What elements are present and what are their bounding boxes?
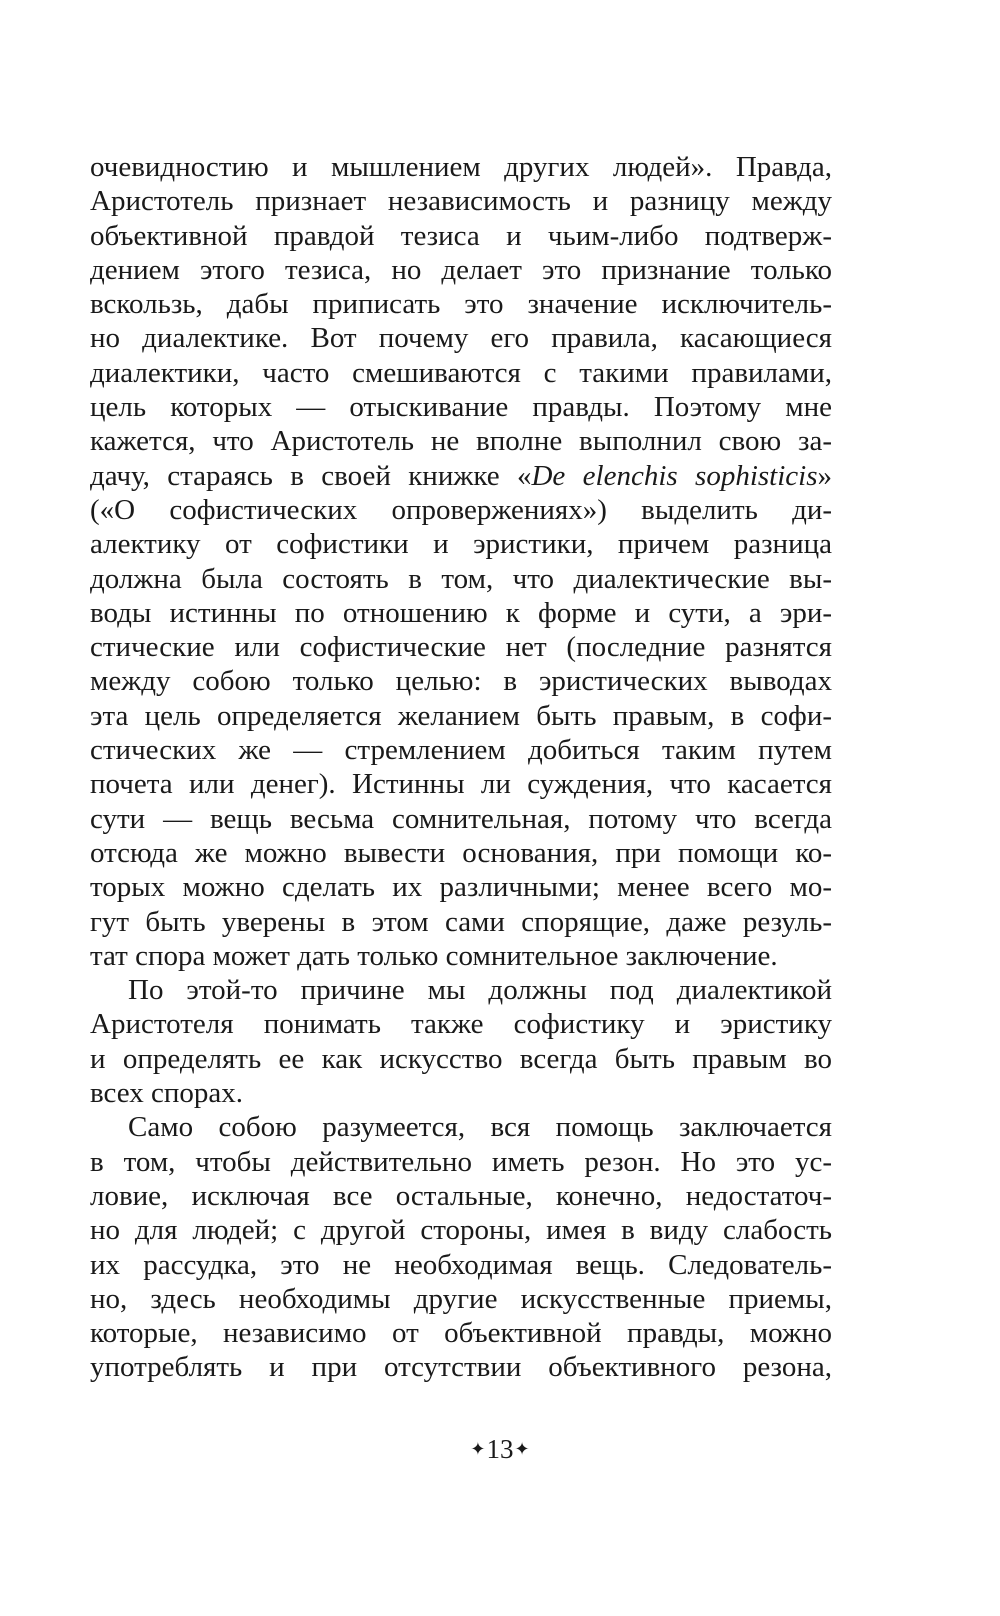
text-line: употреблять и при отсутствии объективного резона, [90, 1351, 832, 1384]
text-line: цель которых — отыскивание правды. Поэтому мне [90, 391, 832, 424]
book-title-italic: De elenchis sophisticis [531, 459, 818, 492]
text-line: гут быть уверены в этом сами спорящие, даже резуль- [90, 905, 832, 938]
text-line: всех спорах. [90, 1077, 244, 1110]
text-line-pre: дачу, стараясь в своей книжке « [90, 459, 532, 492]
text-line: эта цель определяется желанием быть правым, в софи- [90, 699, 832, 732]
text-line: По этой-то причине мы должны под диалектикой [128, 974, 832, 1007]
text-line: но, здесь необходимы другие искусственные приемы, [90, 1282, 832, 1315]
text-line: дением этого тезиса, но делает это признание только [90, 253, 832, 286]
text-line: стических же — стремлением добиться таким путем [90, 734, 832, 767]
text-line: их рассудка, это не необходимая вещь. Следователь- [90, 1248, 832, 1281]
text-line: Само собою разумеется, вся помощь заключается [128, 1111, 832, 1144]
text-line: в том, чтобы действительно иметь резон. Но это ус- [90, 1145, 832, 1178]
ornament-right-icon: ✦ [514, 1439, 530, 1459]
text-line: очевидностию и мышлением других людей». Правда, [90, 151, 832, 183]
text-line: диалектики, часто смешиваются с такими правилами, [90, 356, 832, 389]
text-line: стические или софистические нет (последние разнятся [90, 631, 832, 664]
text-line: между собою только целью: в эристических выводах [90, 665, 832, 698]
text-line: почета или денег). Истинны ли суждения, что касается [90, 768, 832, 801]
text-line: и определять ее как искусство всегда быть правым во [90, 1042, 832, 1075]
text-line: но для людей; с другой стороны, имея в виду слабость [90, 1214, 832, 1247]
text-line [90, 459, 832, 493]
page-number [0, 1432, 1000, 1466]
text-line: сути — вещь весьма сомнительная, потому что всегда [90, 802, 832, 835]
text-line: ловие, исключая все остальные, конечно, недостаточ- [90, 1179, 832, 1212]
text-line: («О софистических опровержениях») выделить ди- [90, 493, 832, 526]
text-line: объективной правдой тезиса и чьим-либо подтверж- [90, 219, 832, 252]
text-line: торых можно сделать их различными; менее всего мо- [90, 871, 832, 904]
text-line: но диалектике. Вот почему его правила, касающиеся [90, 322, 832, 355]
text-line: кажется, что Аристотель не вполне выполнил свою за- [90, 425, 832, 458]
text-line: Аристотеля понимать также софистику и эристику [90, 1008, 832, 1041]
text-line-post: » [817, 459, 832, 492]
text-line: тат спора может дать только сомнительное заключение. [90, 939, 778, 972]
text-line: отсюда же можно вывести основания, при помощи ко- [90, 836, 832, 869]
ornament-left-icon: ✦ [470, 1439, 486, 1459]
text-line: которые, независимо от объективной правды, можно [90, 1317, 832, 1350]
text-line: воды истинны по отношению к форме и сути, а эри- [90, 596, 832, 629]
text-line: Аристотель признает независимость и разницу между [90, 185, 832, 218]
text-line: должна была состоять в том, что диалектические вы- [90, 562, 832, 595]
text-line: алектику от софистики и эристики, причем разница [90, 528, 832, 561]
body-text [90, 150, 832, 1385]
page-number-value: 13 [486, 1434, 514, 1464]
text-line: вскользь, дабы приписать это значение исключитель- [90, 288, 832, 321]
